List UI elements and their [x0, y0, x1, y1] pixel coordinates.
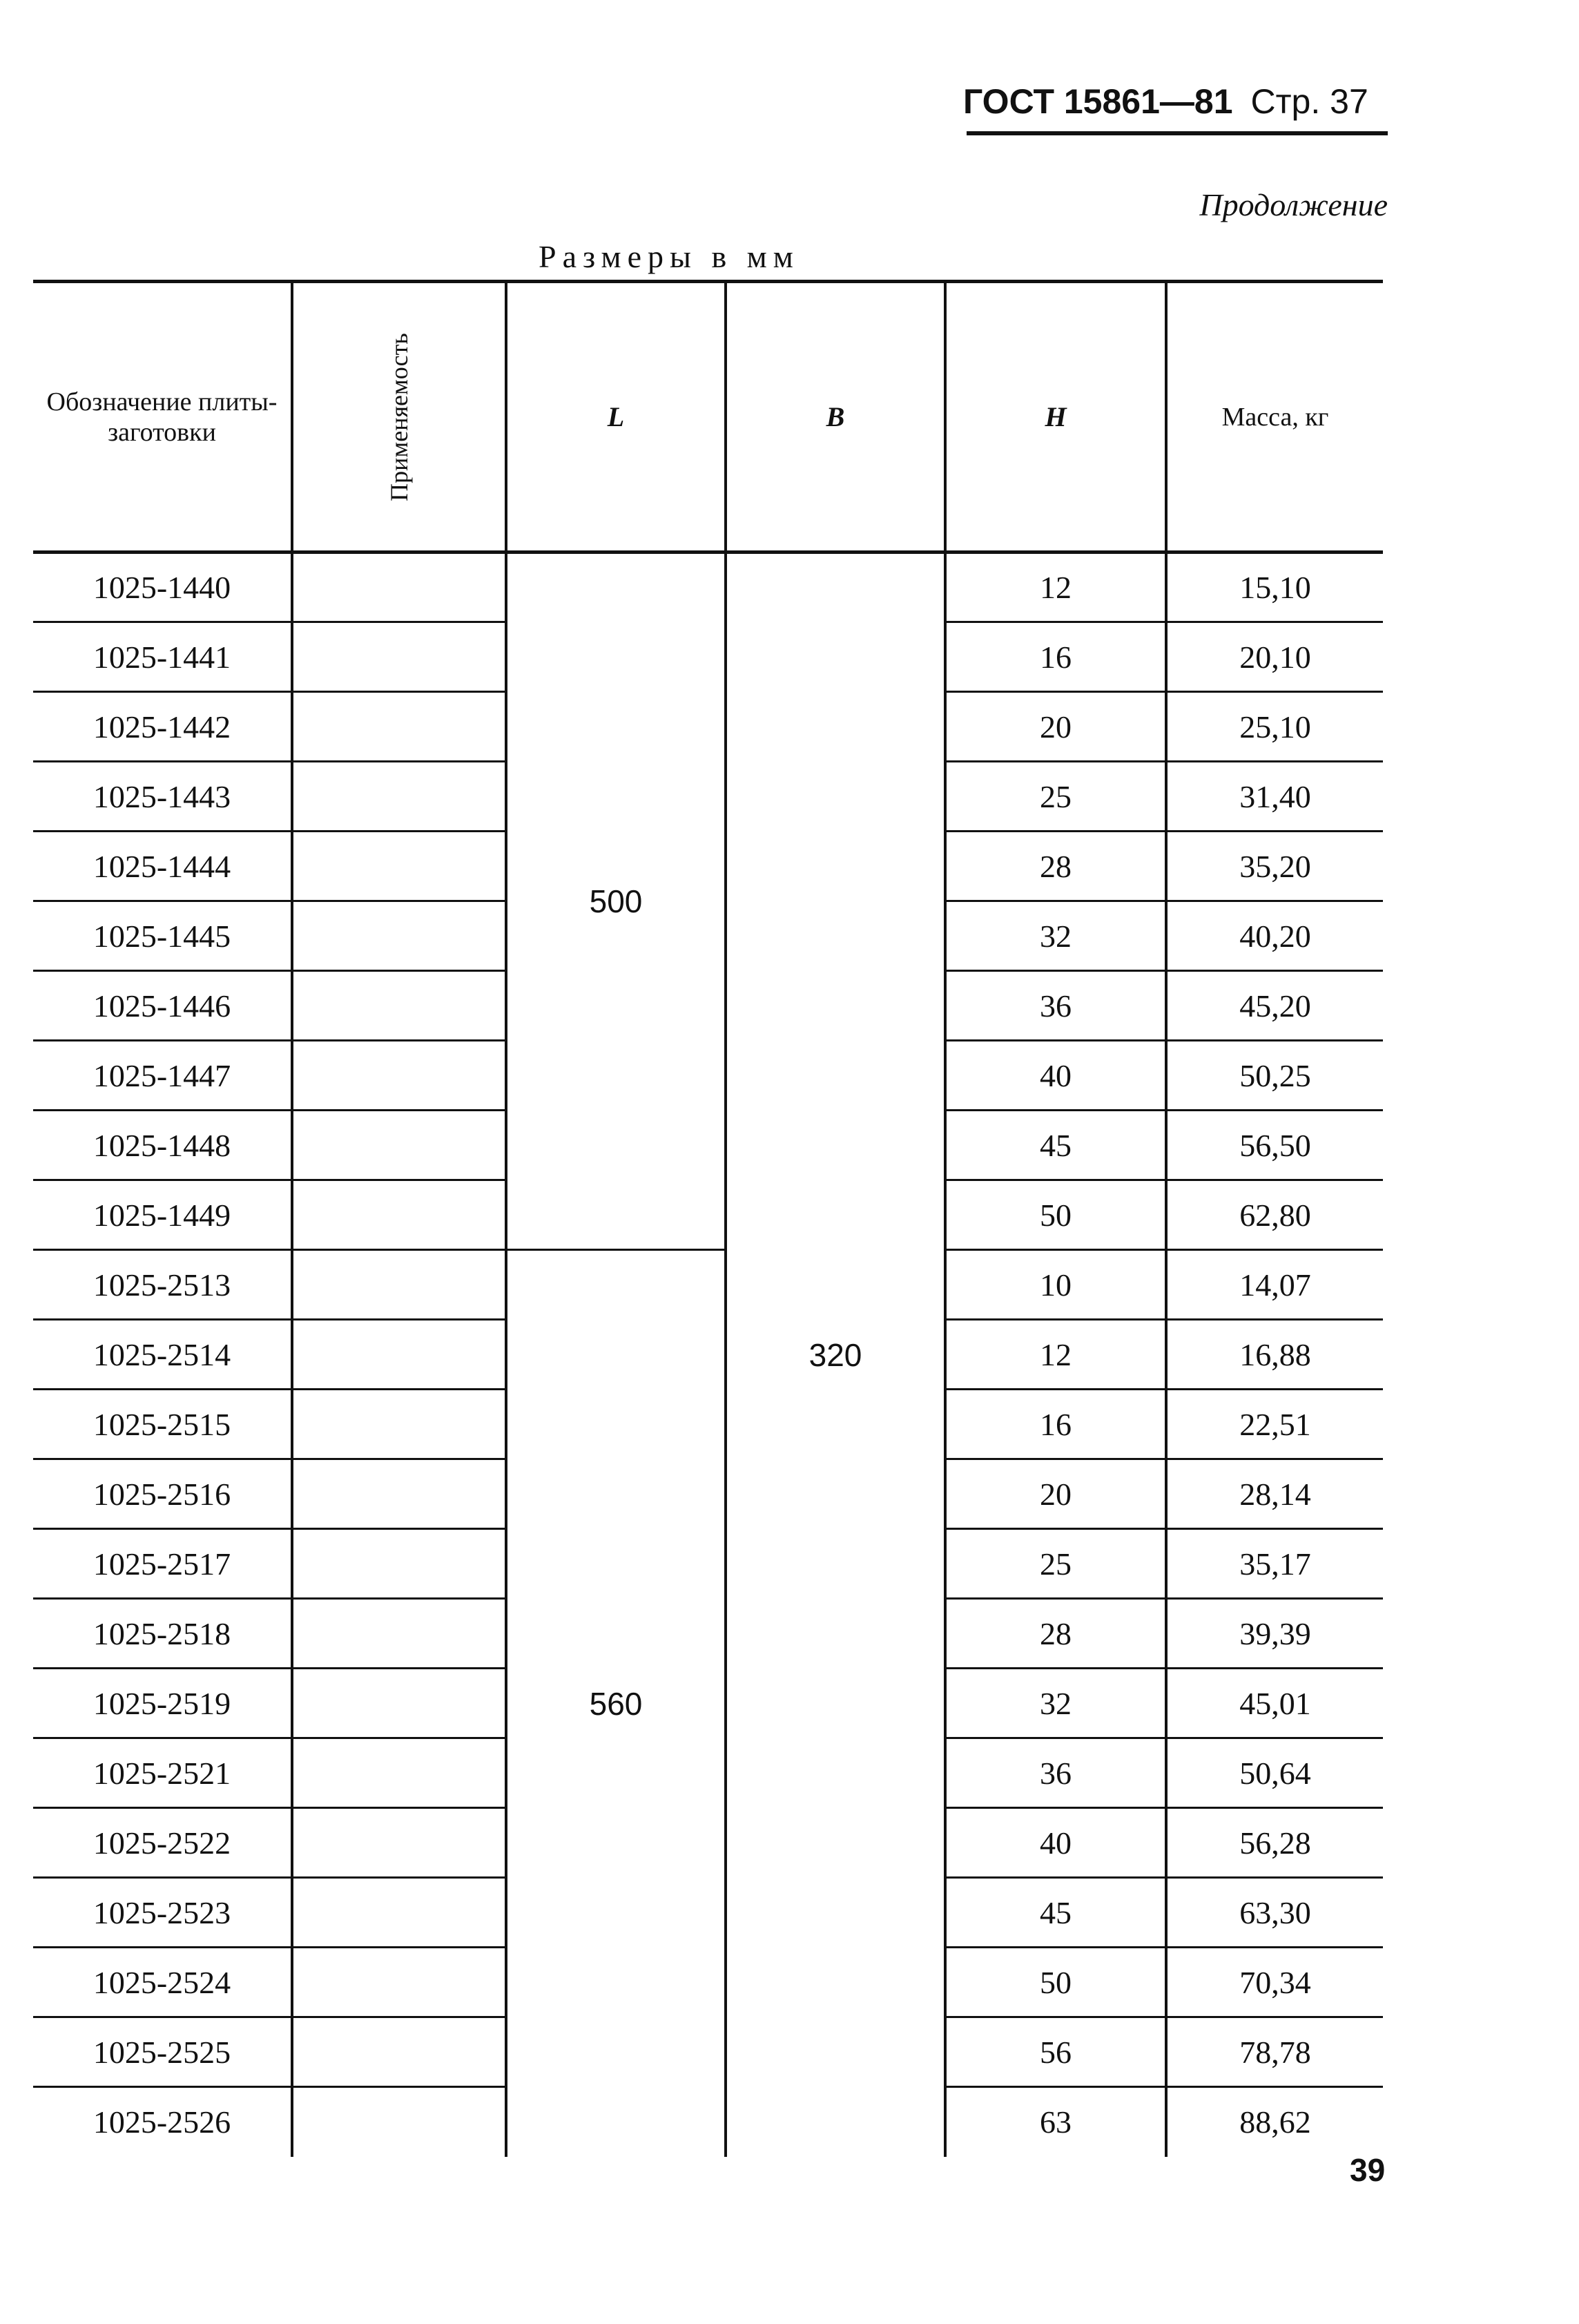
- H-cell: 50: [945, 1948, 1166, 2017]
- applicability-cell: [292, 1529, 506, 1599]
- sizes-caption: Размеры в мм: [539, 239, 800, 274]
- designation-cell: 1025-2519: [33, 1669, 292, 1738]
- mass-cell: 20,10: [1166, 622, 1383, 692]
- col-header-L: L: [506, 282, 726, 553]
- designation-cell: 1025-2523: [33, 1878, 292, 1948]
- H-cell: 10: [945, 1250, 1166, 1320]
- designation-cell: 1025-2518: [33, 1599, 292, 1669]
- applicability-cell: [292, 2017, 506, 2087]
- mass-cell: 45,01: [1166, 1669, 1383, 1738]
- mass-cell: 40,20: [1166, 901, 1383, 971]
- designation-cell: 1025-1448: [33, 1111, 292, 1180]
- mass-cell: 31,40: [1166, 762, 1383, 832]
- designation-cell: 1025-1440: [33, 553, 292, 622]
- designation-cell: 1025-2517: [33, 1529, 292, 1599]
- mass-cell: 56,28: [1166, 1808, 1383, 1878]
- mass-cell: 35,17: [1166, 1529, 1383, 1599]
- mass-cell: 14,07: [1166, 1250, 1383, 1320]
- designation-cell: 1025-1441: [33, 622, 292, 692]
- H-cell: 25: [945, 1529, 1166, 1599]
- col-header-applicability: [292, 282, 506, 553]
- applicability-cell: [292, 1390, 506, 1459]
- H-cell: 45: [945, 1878, 1166, 1948]
- mass-cell: 35,20: [1166, 832, 1383, 901]
- H-cell: 16: [945, 622, 1166, 692]
- page-number: 39: [1350, 2152, 1386, 2188]
- dimensions-table: [33, 280, 1383, 2157]
- mass-cell: 16,88: [1166, 1320, 1383, 1390]
- H-cell: 32: [945, 901, 1166, 971]
- mass-cell: 88,62: [1166, 2087, 1383, 2157]
- applicability-cell: [292, 1808, 506, 1878]
- mass-cell: 63,30: [1166, 1878, 1383, 1948]
- designation-cell: 1025-2513: [33, 1250, 292, 1320]
- applicability-cell: [292, 1738, 506, 1808]
- applicability-cell: [292, 1878, 506, 1948]
- designation-cell: 1025-1447: [33, 1041, 292, 1111]
- mass-cell: 39,39: [1166, 1599, 1383, 1669]
- mass-cell: 50,64: [1166, 1738, 1383, 1808]
- applicability-cell: [292, 1180, 506, 1250]
- L-cell-second-group: 560: [506, 1250, 726, 2157]
- applicability-cell: [292, 1111, 506, 1180]
- H-cell: 25: [945, 762, 1166, 832]
- B-cell: 320: [726, 553, 945, 2157]
- applicability-cell: [292, 832, 506, 901]
- designation-cell: 1025-1444: [33, 832, 292, 901]
- applicability-label: Применяемость: [385, 332, 413, 501]
- H-cell: 40: [945, 1041, 1166, 1111]
- designation-cell: 1025-1443: [33, 762, 292, 832]
- applicability-cell: [292, 622, 506, 692]
- mass-cell: 28,14: [1166, 1459, 1383, 1529]
- applicability-cell: [292, 692, 506, 762]
- designation-cell: 1025-2514: [33, 1320, 292, 1390]
- applicability-cell: [292, 553, 506, 622]
- H-cell: 28: [945, 1599, 1166, 1669]
- header-rule: [967, 131, 1388, 135]
- table-row: [33, 553, 1383, 622]
- H-cell: 20: [945, 692, 1166, 762]
- mass-cell: 25,10: [1166, 692, 1383, 762]
- designation-cell: 1025-1445: [33, 901, 292, 971]
- col-header-B: B: [726, 282, 945, 553]
- designation-cell: 1025-2525: [33, 2017, 292, 2087]
- table-body: [33, 553, 1383, 2157]
- H-cell: 50: [945, 1180, 1166, 1250]
- col-header-mass: Масса, кг: [1166, 282, 1383, 553]
- L-cell-first-group: 500: [506, 553, 726, 1250]
- mass-cell: 56,50: [1166, 1111, 1383, 1180]
- H-cell: 12: [945, 1320, 1166, 1390]
- H-cell: 45: [945, 1111, 1166, 1180]
- designation-cell: 1025-2516: [33, 1459, 292, 1529]
- designation-cell: 1025-1449: [33, 1180, 292, 1250]
- applicability-cell: [292, 762, 506, 832]
- applicability-cell: [292, 901, 506, 971]
- applicability-cell: [292, 1948, 506, 2017]
- mass-cell: 50,25: [1166, 1041, 1383, 1111]
- applicability-cell: [292, 1599, 506, 1669]
- mass-cell: 45,20: [1166, 971, 1383, 1041]
- designation-cell: 1025-2522: [33, 1808, 292, 1878]
- mass-cell: 70,34: [1166, 1948, 1383, 2017]
- table-row: [33, 1250, 1383, 1320]
- H-cell: 32: [945, 1669, 1166, 1738]
- mass-cell: 78,78: [1166, 2017, 1383, 2087]
- col-header-designation: Обозначение плиты-заготовки: [46, 387, 278, 447]
- table-header-row: [33, 282, 1383, 553]
- H-cell: 63: [945, 2087, 1166, 2157]
- designation-cell: 1025-2515: [33, 1390, 292, 1459]
- applicability-cell: [292, 971, 506, 1041]
- continuation-label: Продолжение: [1199, 187, 1388, 222]
- designation-cell: 1025-1442: [33, 692, 292, 762]
- H-cell: 40: [945, 1808, 1166, 1878]
- mass-cell: 15,10: [1166, 553, 1383, 622]
- mass-cell: 62,80: [1166, 1180, 1383, 1250]
- applicability-cell: [292, 1320, 506, 1390]
- H-cell: 56: [945, 2017, 1166, 2087]
- col-header-H: H: [945, 282, 1166, 553]
- page-label: Стр. 37: [1250, 82, 1368, 121]
- applicability-cell: [292, 2087, 506, 2157]
- applicability-cell: [292, 1459, 506, 1529]
- applicability-cell: [292, 1041, 506, 1111]
- designation-cell: 1025-1446: [33, 971, 292, 1041]
- H-cell: 28: [945, 832, 1166, 901]
- applicability-cell: [292, 1250, 506, 1320]
- H-cell: 36: [945, 1738, 1166, 1808]
- designation-cell: 1025-2524: [33, 1948, 292, 2017]
- applicability-cell: [292, 1669, 506, 1738]
- page-header: [963, 81, 1388, 122]
- designation-cell: 1025-2521: [33, 1738, 292, 1808]
- standard-number: ГОСТ 15861—81: [963, 82, 1233, 121]
- mass-cell: 22,51: [1166, 1390, 1383, 1459]
- H-cell: 16: [945, 1390, 1166, 1459]
- H-cell: 12: [945, 553, 1166, 622]
- H-cell: 20: [945, 1459, 1166, 1529]
- dimensions-table-wrap: [33, 280, 1383, 2157]
- H-cell: 36: [945, 971, 1166, 1041]
- designation-cell: 1025-2526: [93, 2104, 231, 2140]
